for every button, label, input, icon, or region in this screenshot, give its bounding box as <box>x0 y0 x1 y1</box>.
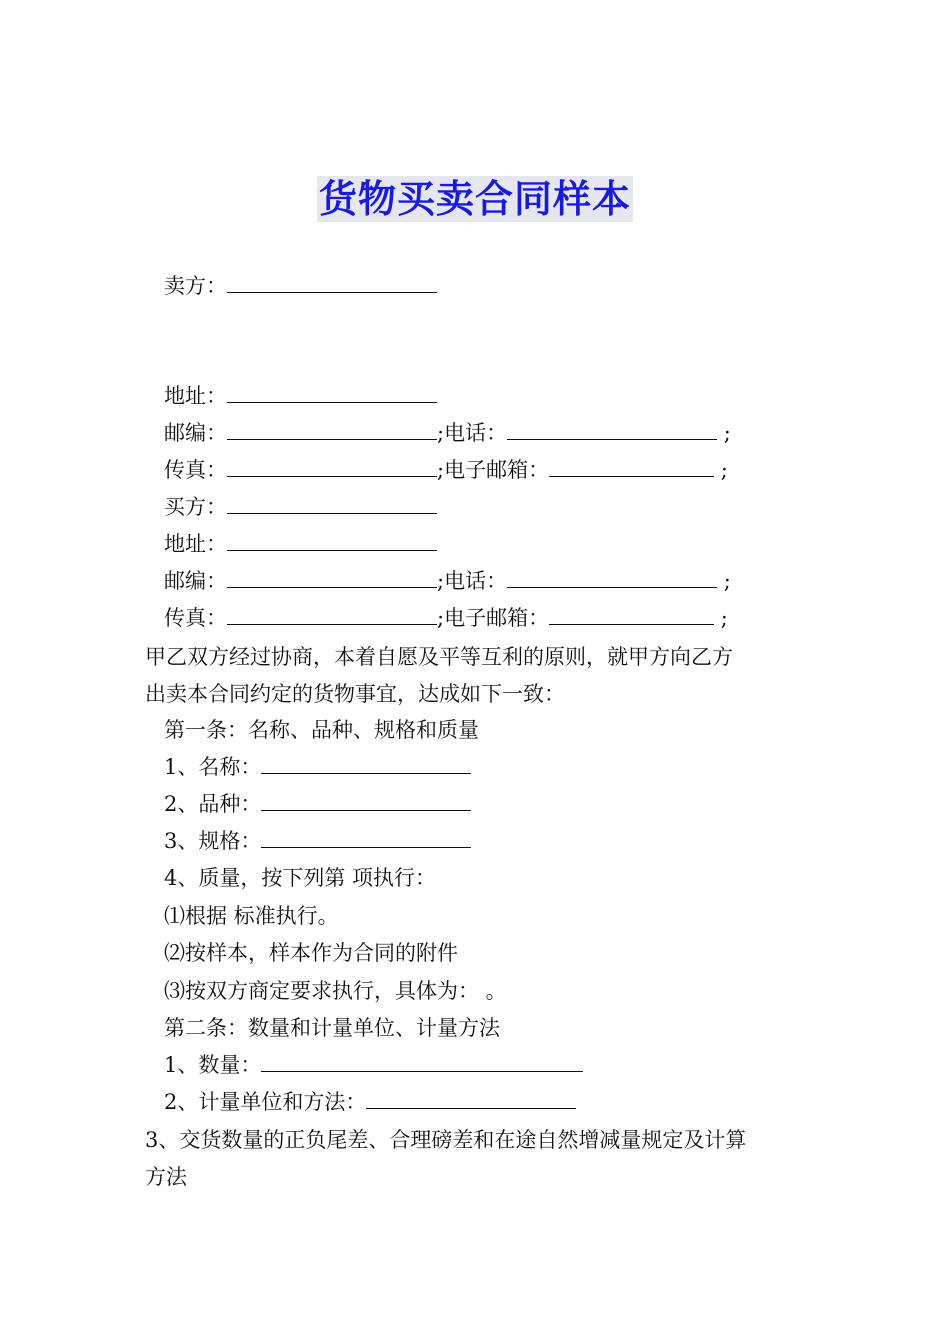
seller-phone-label: ;电话： <box>437 421 508 445</box>
buyer-email-label: ;电子邮箱： <box>437 606 550 630</box>
seller-address-label: 地址： <box>164 384 227 408</box>
article1-option-2: ⑵按样本，样本作为合同的附件 <box>164 941 458 965</box>
intro-line-2: 出卖本合同约定的货物事宜，达成如下一致： <box>145 682 565 706</box>
article2-quantity-blank[interactable] <box>261 1051 583 1072</box>
article1-heading: 第一条：名称、品种、规格和质量 <box>164 718 479 742</box>
article2-unit-method-blank[interactable] <box>366 1088 576 1109</box>
seller-postcode-blank[interactable] <box>227 419 437 440</box>
seller-address-line <box>164 382 437 410</box>
article2-unit-method-line <box>164 1088 576 1116</box>
buyer-address-line <box>164 530 437 558</box>
buyer-phone-end: ; <box>723 569 731 593</box>
article1-option-3: ⑶按双方商定要求执行，具体为： 。 <box>164 979 507 1003</box>
article2-quantity-label: 1、数量： <box>164 1053 262 1077</box>
article2-quantity-line <box>164 1051 583 1079</box>
article1-name-line <box>164 753 471 781</box>
article2-tolerance-line-2: 方法 <box>145 1165 187 1189</box>
article1-variety-blank[interactable] <box>261 790 471 811</box>
article1-name-label: 1、名称： <box>164 755 262 779</box>
buyer-email-end: ; <box>720 606 728 630</box>
article2-unit-method-label: 2、计量单位和方法： <box>164 1090 367 1114</box>
buyer-fax-blank[interactable] <box>227 604 437 625</box>
article1-variety-line <box>164 790 471 818</box>
buyer-postcode-label: 邮编： <box>164 569 227 593</box>
seller-phone-end: ; <box>723 421 731 445</box>
buyer-email-blank[interactable] <box>549 604 714 625</box>
article1-spec-label: 3、规格： <box>164 829 262 853</box>
buyer-address-blank[interactable] <box>227 530 437 551</box>
seller-line <box>164 272 437 300</box>
article1-option-1: ⑴根据 标准执行。 <box>164 904 339 928</box>
intro-line-1: 甲乙双方经过协商，本着自愿及平等互利的原则，就甲方向乙方 <box>145 645 733 669</box>
seller-address-blank[interactable] <box>227 382 437 403</box>
article1-spec-blank[interactable] <box>261 827 471 848</box>
document-title: 货物买卖合同样本 <box>318 177 631 221</box>
buyer-phone-label: ;电话： <box>437 569 508 593</box>
article1-spec-line <box>164 827 471 855</box>
buyer-address-label: 地址： <box>164 532 227 556</box>
buyer-fax-label: 传真： <box>164 606 227 630</box>
buyer-fax-email-line <box>164 604 728 632</box>
buyer-postcode-phone-line <box>164 567 731 595</box>
seller-postcode-phone-line <box>164 419 731 447</box>
seller-fax-blank[interactable] <box>227 456 437 477</box>
buyer-postcode-blank[interactable] <box>227 567 437 588</box>
article1-name-blank[interactable] <box>261 753 471 774</box>
article2-tolerance-line-1: 3、交货数量的正负尾差、合理磅差和在途自然增减量规定及计算 <box>145 1128 747 1152</box>
seller-blank[interactable] <box>227 272 437 293</box>
seller-email-blank[interactable] <box>549 456 714 477</box>
seller-phone-blank[interactable] <box>507 419 717 440</box>
buyer-label: 买方： <box>164 495 227 519</box>
article1-variety-label: 2、品种： <box>164 792 262 816</box>
seller-email-end: ; <box>720 458 728 482</box>
title-wrap <box>0 176 950 222</box>
seller-label: 卖方： <box>164 274 227 298</box>
article1-quality: 4、质量，按下列第 项执行： <box>164 866 437 890</box>
buyer-phone-blank[interactable] <box>507 567 717 588</box>
seller-email-label: ;电子邮箱： <box>437 458 550 482</box>
buyer-blank[interactable] <box>227 493 437 514</box>
seller-fax-label: 传真： <box>164 458 227 482</box>
seller-fax-email-line <box>164 456 728 484</box>
buyer-line <box>164 493 437 521</box>
article2-heading: 第二条：数量和计量单位、计量方法 <box>164 1016 500 1040</box>
seller-postcode-label: 邮编： <box>164 421 227 445</box>
